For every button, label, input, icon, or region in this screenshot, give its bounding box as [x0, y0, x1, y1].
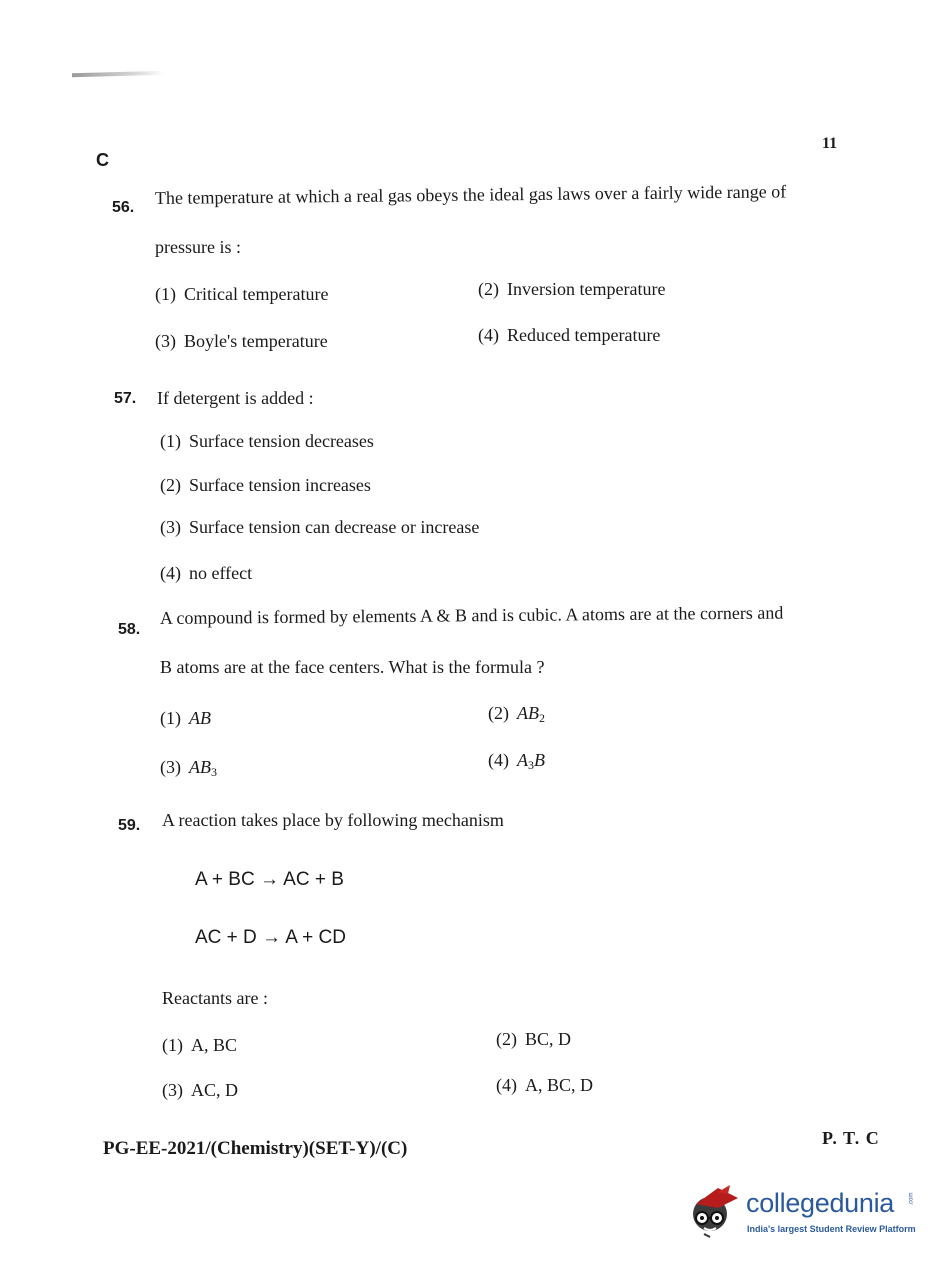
option-3: (3) AC, D — [162, 1080, 239, 1100]
set-letter: C — [96, 150, 109, 170]
option-2: (2) Surface tension increases — [160, 475, 371, 495]
question-text: B atoms are at the face centers. What is the formula ? — [160, 657, 545, 677]
option-1: (1) Critical temperature — [155, 284, 329, 304]
option-4: (4) $A_3B$ — [488, 750, 545, 772]
option-3: (3) Surface tension can decrease or increase — [160, 517, 480, 537]
option-2: (2) BC, D — [496, 1029, 572, 1049]
option-4: (4) A, BC, D — [496, 1075, 594, 1095]
equation: AC + D → A + CD — [195, 927, 346, 948]
question-prompt: Reactants are : — [162, 988, 268, 1008]
question-text: If detergent is added : — [157, 388, 314, 408]
option-1: (1) Surface tension decreases — [160, 431, 374, 451]
page-number: 11 — [822, 135, 838, 152]
brand-suffix: .com — [908, 1192, 915, 1206]
option-1: (1) A, BC — [162, 1035, 238, 1055]
equation: A + BC → AC + B — [195, 869, 344, 890]
mascot-icon — [688, 1182, 744, 1238]
option-4: (4) Reduced temperature — [478, 325, 661, 345]
collegedunia-watermark — [688, 1180, 918, 1240]
question-number: 57. — [114, 390, 137, 407]
option-4: (4) no effect — [160, 563, 253, 583]
option-2: (2) Inversion temperature — [478, 279, 666, 299]
ptc-note: P. T. C — [822, 1128, 880, 1148]
question-number: 59. — [118, 817, 141, 834]
option-3: (3) $AB_3$ — [160, 757, 217, 779]
scan-artifact — [72, 71, 164, 77]
question-text: A compound is formed by elements A & B and is cubic. A atoms are at the corners and — [159, 602, 784, 628]
option-3: (3) Boyle's temperature — [155, 331, 328, 351]
brand-name: collegedunia — [746, 1188, 895, 1218]
option-1: (1) AB — [160, 708, 211, 728]
question-number: 56. — [112, 199, 135, 216]
question-number: 58. — [118, 621, 141, 638]
option-2: (2) $AB_2$ — [488, 703, 545, 725]
brand-tagline: India's largest Student Review Platform — [747, 1224, 916, 1234]
paper-code: PG-EE-2021/(Chemistry)(SET-Y)/(C) — [103, 1138, 408, 1159]
question-text: The temperature at which a real gas obeys the ideal gas laws over a fairly wide range of — [154, 181, 787, 208]
question-text: pressure is : — [155, 237, 241, 257]
question-text: A reaction takes place by following mechanism — [162, 810, 504, 830]
